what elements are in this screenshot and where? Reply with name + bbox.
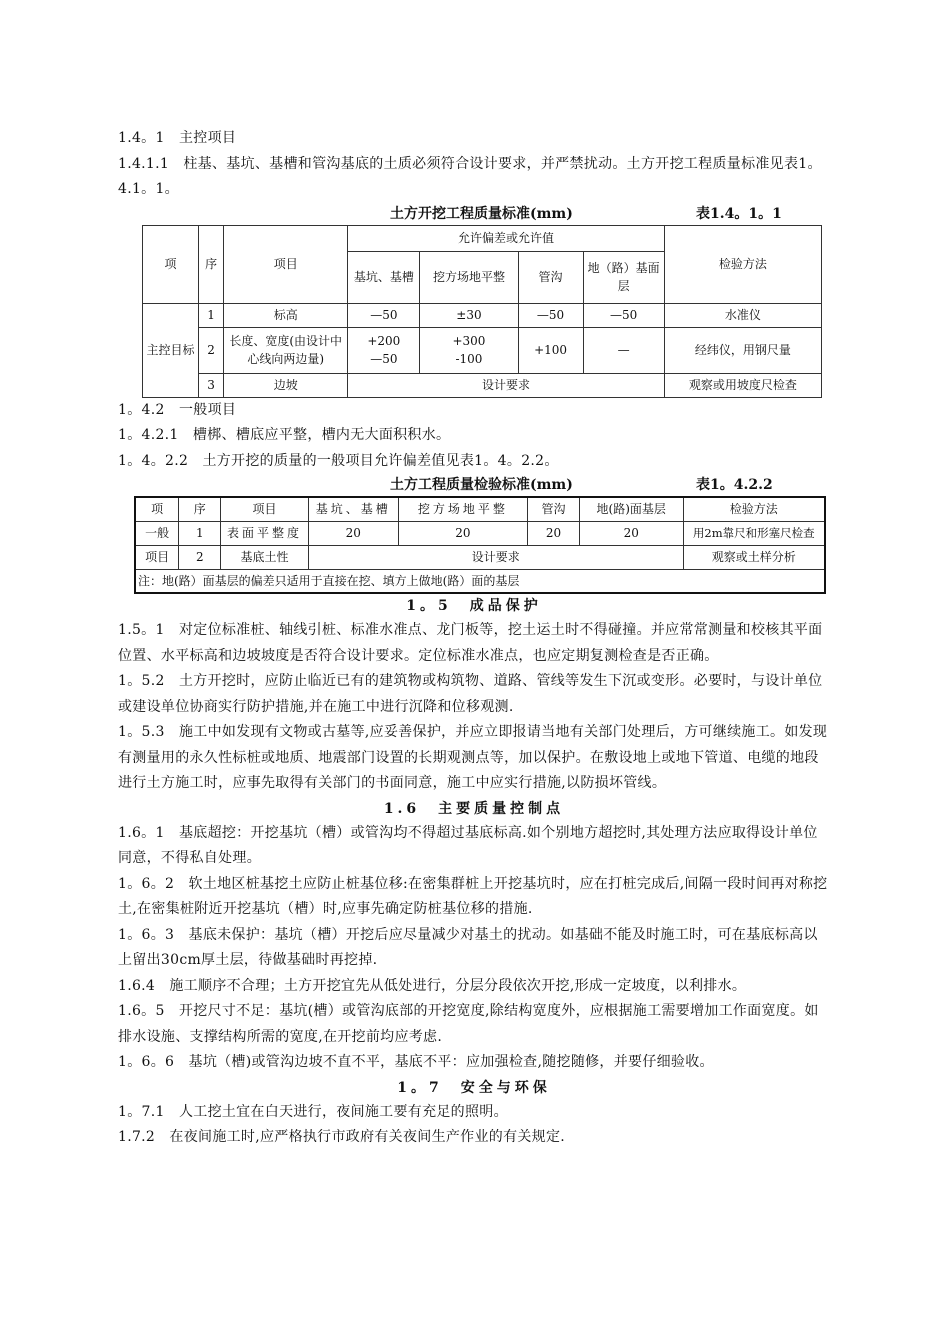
t1-r1-site: ±30 bbox=[420, 303, 518, 327]
t1-r2-pit bbox=[348, 327, 420, 373]
heading-1-6: 1.6 主要质量控制点 bbox=[383, 800, 565, 817]
paragraph-1-6-4: 1.6.4 施工顺序不合理；土方开挖宜先从低处进行，分层分段依次开挖,形成一定坡度，以利排水。 bbox=[118, 977, 747, 994]
t1-r3-seq: 3 bbox=[199, 373, 224, 397]
t2-header-project: 项目 bbox=[221, 497, 309, 521]
t2-r1-seq: 1 bbox=[179, 521, 221, 545]
heading-1-5: 1。5 成品保护 bbox=[406, 598, 542, 614]
t2-group-top: 一般 bbox=[135, 521, 179, 545]
t1-group: 主控目标 bbox=[143, 303, 199, 397]
t2-r1-site: 20 bbox=[398, 521, 527, 545]
t2-r1-road: 20 bbox=[579, 521, 683, 545]
paragraph-1-5-2: 1。5.2 土方开挖时，应防止临近已有的建筑物或构筑物、道路、管线等发生下沉或变形。必要时，与设计单位或建设单位协商实行防护措施,并在施工中进行沉降和位移观测. bbox=[118, 673, 823, 715]
paragraph-1-4-2-2: 1。4。2.2 土方开挖的质量的一般项目允许偏差值见表1。4。2.2。 bbox=[118, 452, 559, 469]
t2-header-seq: 序 bbox=[179, 497, 221, 521]
t2-group-bottom: 项目 bbox=[135, 545, 179, 569]
t1-header-method: 检验方法 bbox=[664, 225, 821, 303]
t1-r1-pit: —50 bbox=[348, 303, 420, 327]
paragraph-1-4-2-1: 1。4.2.1 槽梆、槽底应平整，槽内无大面积积水。 bbox=[118, 427, 451, 443]
paragraph-1-7-2: 1.7.2 在夜间施工时,应严格执行市政府有关夜间生产作业的有关规定. bbox=[118, 1129, 566, 1145]
t1-r1-trench: —50 bbox=[518, 303, 583, 327]
section-1-4-1: 1.4。1 主控项目 bbox=[118, 130, 237, 146]
t1-header-project: 项目 bbox=[224, 225, 348, 303]
t1-r3-design: 设计要求 bbox=[348, 373, 664, 397]
t1-header-pit: 基坑、基槽 bbox=[348, 251, 420, 303]
heading-1-7: 1。7 安全与环保 bbox=[397, 1079, 551, 1096]
t2-header-trench: 管沟 bbox=[528, 497, 580, 521]
t1-header-trench: 管沟 bbox=[518, 251, 583, 303]
t1-r2-project: 长度、宽度(由设计中心线向两边量) bbox=[224, 327, 348, 373]
t1-r1-project: 标高 bbox=[224, 303, 348, 327]
t2-header-road: 地(路)面基层 bbox=[579, 497, 683, 521]
t1-header-tolerance: 允许偏差或允许值 bbox=[348, 225, 664, 251]
paragraph-1-4-1-1: 1.4.1.1 柱基、基坑、基槽和管沟基底的土质必须符合设计要求，并严禁扰动。土方开挖工程质量标准见表1。4.1。1。 bbox=[118, 155, 822, 197]
t2-header-pit: 基坑、基槽 bbox=[308, 497, 398, 521]
table-earthwork-inspection bbox=[134, 496, 826, 594]
table-excavation-quality bbox=[142, 225, 822, 398]
t1-header-item: 项 bbox=[143, 225, 199, 303]
t2-r2-seq: 2 bbox=[179, 545, 221, 569]
table2-number: 表1。4.2.2 bbox=[696, 477, 773, 493]
paragraph-1-6-1: 1.6。1 基底超挖：开挖基坑（槽）或管沟均不得超过基底标高.如个别地方超挖时,其处理方法应取得设计单位同意，不得私自处理。 bbox=[118, 824, 818, 866]
t1-r1-method: 水准仪 bbox=[664, 303, 821, 327]
t1-r2-seq: 2 bbox=[199, 327, 224, 373]
table1-title: 土方开挖工程质量标准(mm) bbox=[390, 205, 573, 222]
t1-r2-site-upper: +300 bbox=[452, 334, 486, 348]
t2-header-method: 检验方法 bbox=[683, 497, 825, 521]
table1-caption bbox=[118, 203, 830, 225]
t2-header-item: 项 bbox=[135, 497, 179, 521]
t1-r2-site-lower: -100 bbox=[455, 352, 483, 366]
t1-header-seq: 序 bbox=[199, 225, 224, 303]
t1-r2-method: 经纬仪，用钢尺量 bbox=[664, 327, 821, 373]
t2-r2-design: 设计要求 bbox=[308, 545, 683, 569]
t2-note: 注：地(路）面基层的偏差只适用于直接在挖、填方上做地(路）面的基层 bbox=[135, 569, 825, 593]
t1-r3-project: 边坡 bbox=[224, 373, 348, 397]
t2-header-site: 挖方场地平整 bbox=[398, 497, 527, 521]
paragraph-1-5-3: 1。5.3 施工中如发现有文物或古墓等,应妥善保护，并应立即报请当地有关部门处理后，方可继续施工。如发现有测量用的永久性标桩或地质、地震部门设置的长期观测点等，加以保护。在敷设地上或地下管道、电缆的地段进行土方施工时，应事先取得有关部门的书面同意，施工中应实行措施,以防损坏管线。 bbox=[118, 724, 828, 791]
t1-r1-seq: 1 bbox=[199, 303, 224, 327]
t1-r2-site bbox=[420, 327, 518, 373]
paragraph-1-5-1: 1.5。1 对定位标准桩、轴线引桩、标准水准点、龙门板等，挖土运土时不得碰撞。并应常常测量和校核其平面位置、水平标高和边坡坡度是否符合设计要求。定位标准水准点，也应定期复测检查是否正确。 bbox=[118, 622, 823, 664]
document-page bbox=[118, 126, 830, 1151]
paragraph-1-7-1: 1。7.1 人工挖土宜在白天进行，夜间施工要有充足的照明。 bbox=[118, 1103, 508, 1120]
t1-r2-road: — bbox=[583, 327, 664, 373]
paragraph-1-6-6: 1。6。6 基坑（槽)或管沟边坡不直不平，基底不平：应加强检查,随挖随修，并要仔细验收。 bbox=[118, 1054, 714, 1070]
table1-number: 表1.4。1。1 bbox=[696, 205, 782, 222]
paragraph-1-6-3: 1。6。3 基底未保护：基坑（槽）开挖后应尽量减少对基土的扰动。如基础不能及时施工时，可在基底标高以上留出30cm厚土层，待做基础时再挖掉. bbox=[118, 926, 818, 968]
t2-r1-pit: 20 bbox=[308, 521, 398, 545]
section-1-4-2: 1。4.2 一般项目 bbox=[118, 401, 237, 418]
t1-r2-trench: +100 bbox=[518, 327, 583, 373]
paragraph-1-6-2: 1。6。2 软土地区桩基挖土应防止桩基位移:在密集群桩上开挖基坑时，应在打桩完成后,间隔一段时间再对称挖土,在密集桩附近开挖基坑（槽）时,应事先确定防桩基位移的措施. bbox=[118, 875, 828, 917]
t2-r2-method: 观察或土样分析 bbox=[683, 545, 825, 569]
table2-title: 土方工程质量检验标准(mm) bbox=[390, 477, 573, 493]
t1-r2-pit-lower: —50 bbox=[370, 352, 398, 366]
t1-r3-method: 观察或用坡度尺检查 bbox=[664, 373, 821, 397]
paragraph-1-6-5: 1.6。5 开挖尺寸不足：基坑(槽）或管沟底部的开挖宽度,除结构宽度外，应根据施工需要增加工作面宽度。如排水设施、支撑结构所需的宽度,在开挖前均应考虑. bbox=[118, 1003, 819, 1045]
table2-caption bbox=[118, 474, 830, 496]
t1-r1-road: —50 bbox=[583, 303, 664, 327]
t2-r1-trench: 20 bbox=[528, 521, 580, 545]
t1-r2-pit-upper: +200 bbox=[367, 334, 401, 348]
t2-r1-method: 用2m靠尺和形塞尺检查 bbox=[683, 521, 825, 545]
t1-header-road: 地（路）基面层 bbox=[583, 251, 664, 303]
t2-r2-project: 基底土性 bbox=[221, 545, 309, 569]
t2-r1-project: 表面平整度 bbox=[221, 521, 309, 545]
t1-header-site: 挖方场地平整 bbox=[420, 251, 518, 303]
